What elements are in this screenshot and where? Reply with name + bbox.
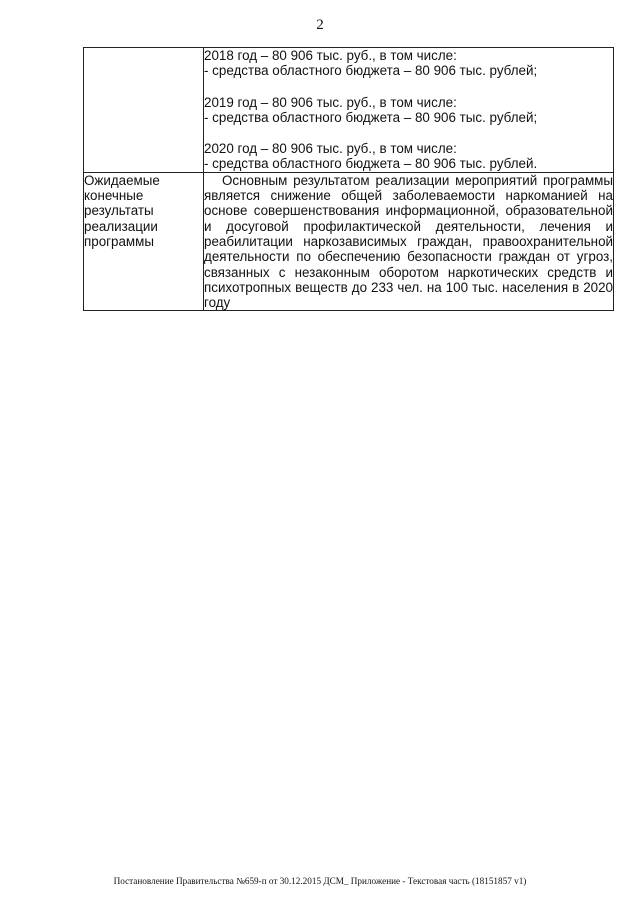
page-number: 2 bbox=[316, 17, 324, 33]
financing-year-line: 2019 год – 80 906 тыс. руб., в том числе: bbox=[204, 94, 457, 110]
financing-source-line: - средства областного бюджета – 80 906 тыс. рублей; bbox=[204, 63, 538, 79]
financing-year-line: 2020 год – 80 906 тыс. руб., в том числе: bbox=[204, 141, 457, 157]
financing-year-line: 2018 год – 80 906 тыс. руб., в том числе: bbox=[204, 48, 457, 63]
results-label: Ожидаемые конечные результаты реализации программы bbox=[84, 172, 204, 311]
results-text: Основным результатом реализации мероприятий программы является снижение общей заболеваемости наркоманией на основе совершенствования информационной, образовательной и досуговой профилактической деятельности, лечения и реабилитации наркозависимых граждан, правоохранительной деятельности по обеспечению безопасности граждан от угроз, связанных с незаконным оборотом наркотических средств и психотропных веществ до 233 чел. на 100 тыс. населения в 2020 году bbox=[204, 172, 613, 311]
program-passport-table bbox=[83, 47, 614, 311]
financing-row bbox=[84, 48, 614, 173]
financing-year-block bbox=[204, 141, 613, 172]
results-row bbox=[84, 172, 614, 311]
document-footer: Постановление Правительства №659-п от 30.12.2015 ДСМ_ Приложение - Текстовая часть (18151857 v1) bbox=[113, 876, 527, 886]
financing-label-cell bbox=[84, 48, 204, 173]
financing-source-line: - средства областного бюджета – 80 906 тыс. рублей; bbox=[204, 109, 538, 125]
financing-year-block bbox=[204, 95, 613, 126]
financing-source-line: - средства областного бюджета – 80 906 тыс. рублей. bbox=[204, 156, 538, 172]
financing-year-block bbox=[204, 48, 613, 79]
financing-content-cell bbox=[204, 48, 614, 173]
